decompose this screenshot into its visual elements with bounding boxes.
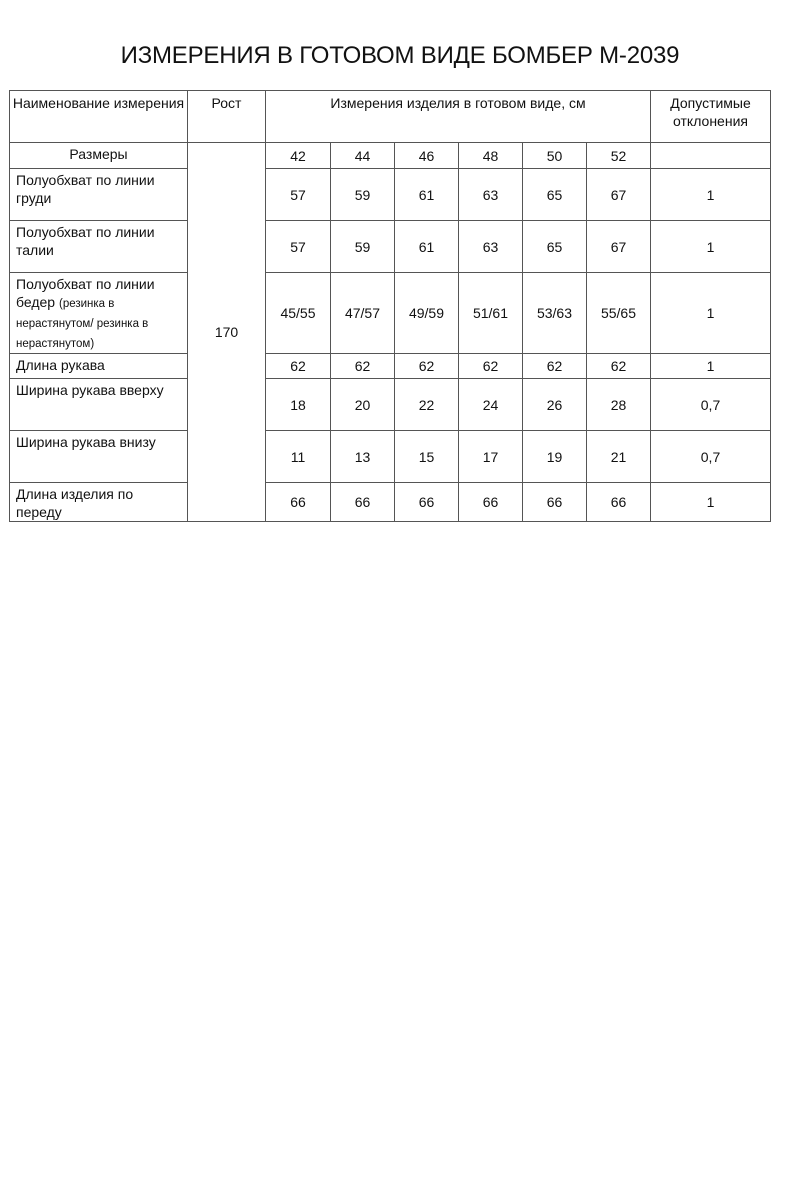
value-cell: 66 xyxy=(395,483,459,522)
height-value: 170 xyxy=(188,143,266,522)
value-cell: 65 xyxy=(523,169,587,221)
table-row xyxy=(10,379,771,431)
value-cell: 57 xyxy=(266,169,331,221)
row-name: Полуобхват по линии бедер xyxy=(16,276,155,310)
value-cell: 22 xyxy=(395,379,459,431)
tolerance-cell: 1 xyxy=(651,483,771,522)
row-name: Ширина рукава внизу xyxy=(10,431,188,483)
row-name: Ширина рукава вверху xyxy=(10,379,188,431)
header-name: Наименование измерения xyxy=(10,91,188,143)
value-cell: 62 xyxy=(395,354,459,379)
row-name: Длина рукава xyxy=(10,354,188,379)
table-row xyxy=(10,221,771,273)
table-row xyxy=(10,169,771,221)
row-note: (резинка в нерастянутом/ резинка в нерастянутом) xyxy=(16,298,149,350)
value-cell: 66 xyxy=(331,483,395,522)
value-cell: 24 xyxy=(459,379,523,431)
value-cell: 15 xyxy=(395,431,459,483)
table-row xyxy=(10,431,771,483)
value-cell: 62 xyxy=(459,354,523,379)
value-cell: 11 xyxy=(266,431,331,483)
tolerance-cell: 1 xyxy=(651,221,771,273)
value-cell: 57 xyxy=(266,221,331,273)
table-row xyxy=(10,273,771,354)
size-cell: 52 xyxy=(587,143,651,169)
value-cell: 26 xyxy=(523,379,587,431)
tolerance-cell: 1 xyxy=(651,169,771,221)
value-cell: 59 xyxy=(331,221,395,273)
size-cell: 46 xyxy=(395,143,459,169)
value-cell: 47/57 xyxy=(331,273,395,354)
value-cell: 51/61 xyxy=(459,273,523,354)
value-cell: 62 xyxy=(266,354,331,379)
value-cell: 67 xyxy=(587,169,651,221)
tolerance-cell: 0,7 xyxy=(651,379,771,431)
value-cell: 63 xyxy=(459,169,523,221)
sizes-label: Размеры xyxy=(10,143,188,169)
table-row xyxy=(10,354,771,379)
page-title: ИЗМЕРЕНИЯ В ГОТОВОМ ВИДЕ БОМБЕР М-2039 xyxy=(120,42,680,69)
value-cell: 67 xyxy=(587,221,651,273)
table-row xyxy=(10,483,771,522)
value-cell: 61 xyxy=(395,169,459,221)
value-cell: 21 xyxy=(587,431,651,483)
value-cell: 66 xyxy=(266,483,331,522)
value-cell: 65 xyxy=(523,221,587,273)
value-cell: 45/55 xyxy=(266,273,331,354)
value-cell: 18 xyxy=(266,379,331,431)
value-cell: 61 xyxy=(395,221,459,273)
tolerance-cell: 1 xyxy=(651,354,771,379)
row-name-cell xyxy=(10,273,188,354)
header-tolerance: Допустимые отклонения xyxy=(651,91,771,143)
value-cell: 62 xyxy=(331,354,395,379)
size-cell: 50 xyxy=(523,143,587,169)
empty-cell xyxy=(651,143,771,169)
sizes-row xyxy=(10,143,771,169)
value-cell: 62 xyxy=(587,354,651,379)
value-cell: 17 xyxy=(459,431,523,483)
tolerance-cell: 0,7 xyxy=(651,431,771,483)
row-name: Полуобхват по линии талии xyxy=(10,221,188,273)
size-cell: 48 xyxy=(459,143,523,169)
value-cell: 63 xyxy=(459,221,523,273)
value-cell: 53/63 xyxy=(523,273,587,354)
size-cell: 42 xyxy=(266,143,331,169)
value-cell: 20 xyxy=(331,379,395,431)
value-cell: 28 xyxy=(587,379,651,431)
header-row xyxy=(10,91,771,143)
value-cell: 49/59 xyxy=(395,273,459,354)
value-cell: 66 xyxy=(459,483,523,522)
value-cell: 59 xyxy=(331,169,395,221)
size-cell: 44 xyxy=(331,143,395,169)
row-name: Полуобхват по линии груди xyxy=(10,169,188,221)
header-height: Рост xyxy=(188,91,266,143)
value-cell: 19 xyxy=(523,431,587,483)
value-cell: 13 xyxy=(331,431,395,483)
value-cell: 55/65 xyxy=(587,273,651,354)
measurements-table xyxy=(9,90,771,522)
value-cell: 66 xyxy=(587,483,651,522)
tolerance-cell: 1 xyxy=(651,273,771,354)
value-cell: 62 xyxy=(523,354,587,379)
row-name: Длина изделия по переду xyxy=(10,483,188,522)
header-measurements: Измерения изделия в готовом виде, см xyxy=(266,91,651,143)
value-cell: 66 xyxy=(523,483,587,522)
